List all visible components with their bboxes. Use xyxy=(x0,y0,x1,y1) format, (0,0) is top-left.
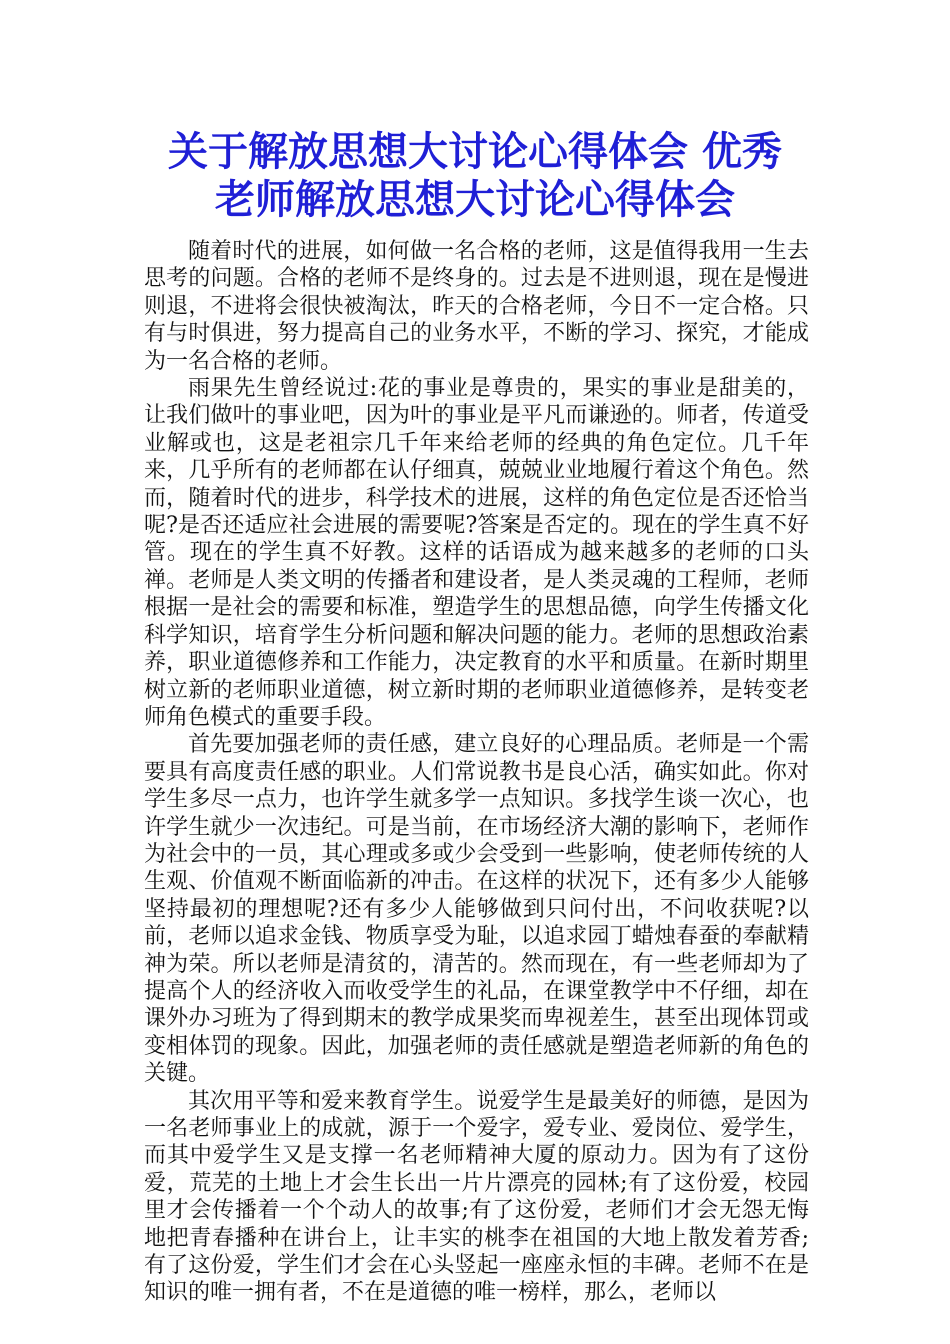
paragraph-3: 首先要加强老师的责任感，建立良好的心理品质。老师是一个需要具有高度责任感的职业。人们常说教书是良心活，确实如此。你对学生多尽一点力，也许学生就多学一点知识。多找学生谈一次心，也许学生就少一次违纪。可是当前，在市场经济大潮的影响下，老师作为社会中的一员，其心理或多或少会受到一些影响，使老师传统的人生观、价值观不断面临新的冲击。在这样的状况下，还有多少人能够坚持最初的理想呢?还有多少人能够做到只问付出，不问收获呢?以前，老师以追求金钱、物质享受为耻，以追求园丁蜡烛春蚕的奉献精神为荣。所以老师是清贫的，清苦的。然而现在，有一些老师却为了提高个人的经济收入而收受学生的礼品，在课堂教学中不仔细，却在课外办习班为了得到期末的教学成果奖而卑视差生，甚至出现体罚或变相体罚的现象。因此，加强老师的责任感就是塑造老师新的角色的关键。 xyxy=(144,732,809,1087)
document-title xyxy=(130,128,820,224)
title-line-1: 关于解放思想大讨论心得体会 优秀 xyxy=(168,128,782,175)
title-line-2: 老师解放思想大讨论心得体会 xyxy=(215,176,735,223)
paragraph-1: 随着时代的进展，如何做一名合格的老师，这是值得我用一生去思考的问题。合格的老师不是终身的。过去是不进则退，现在是慢进则退，不进将会很快被淘汰，昨天的合格老师，今日不一定合格。只有与时俱进，努力提高自己的业务水平，不断的学习、探究，才能成为一名合格的老师。 xyxy=(144,239,809,374)
paragraph-2: 雨果先生曾经说过:花的事业是尊贵的，果实的事业是甜美的，让我们做叶的事业吧，因为叶的事业是平凡而谦逊的。师者，传道受业解或也，这是老祖宗几千年来给老师的经典的角色定位。几千年来，几乎所有的老师都在认仔细真，兢兢业业地履行着这个角色。然而，随着时代的进步，科学技术的进展，这样的角色定位是否还恰当呢?是否还适应社会进展的需要呢?答案是否定的。现在的学生真不好管。现在的学生真不好教。这样的话语成为越来越多的老师的口头禅。老师是人类文明的传播者和建设者，是人类灵魂的工程师，老师根据一是社会的需要和标准，塑造学生的思想品德，向学生传播文化科学知识，培育学生分析问题和解决问题的能力。老师的思想政治素养，职业道德修养和工作能力，决定教育的水平和质量。在新时期里树立新的老师职业道德，树立新时期的老师职业道德修养，是转变老师角色模式的重要手段。 xyxy=(144,376,809,730)
paragraph-4: 其次用平等和爱来教育学生。说爱学生是最美好的师德，是因为一名老师事业上的成就，源于一个爱字，爱专业、爱岗位、爱学生，而其中爱学生又是支撑一名老师精神大厦的原动力。因为有了这份爱，荒芜的土地上才会生长出一片片漂亮的园林;有了这份爱，校园里才会传播着一个个动人的故事;有了这份爱，老师们才会无怨无悔地把青春播种在讲台上，让丰实的桃李在祖国的大地上散发着芳香;有了这份爱，学生们才会在心头竖起一座座永恒的丰碑。老师不在是知识的唯一拥有者，不在是道德的唯一榜样，那么，老师以 xyxy=(144,1088,809,1306)
document-body xyxy=(144,238,809,1307)
